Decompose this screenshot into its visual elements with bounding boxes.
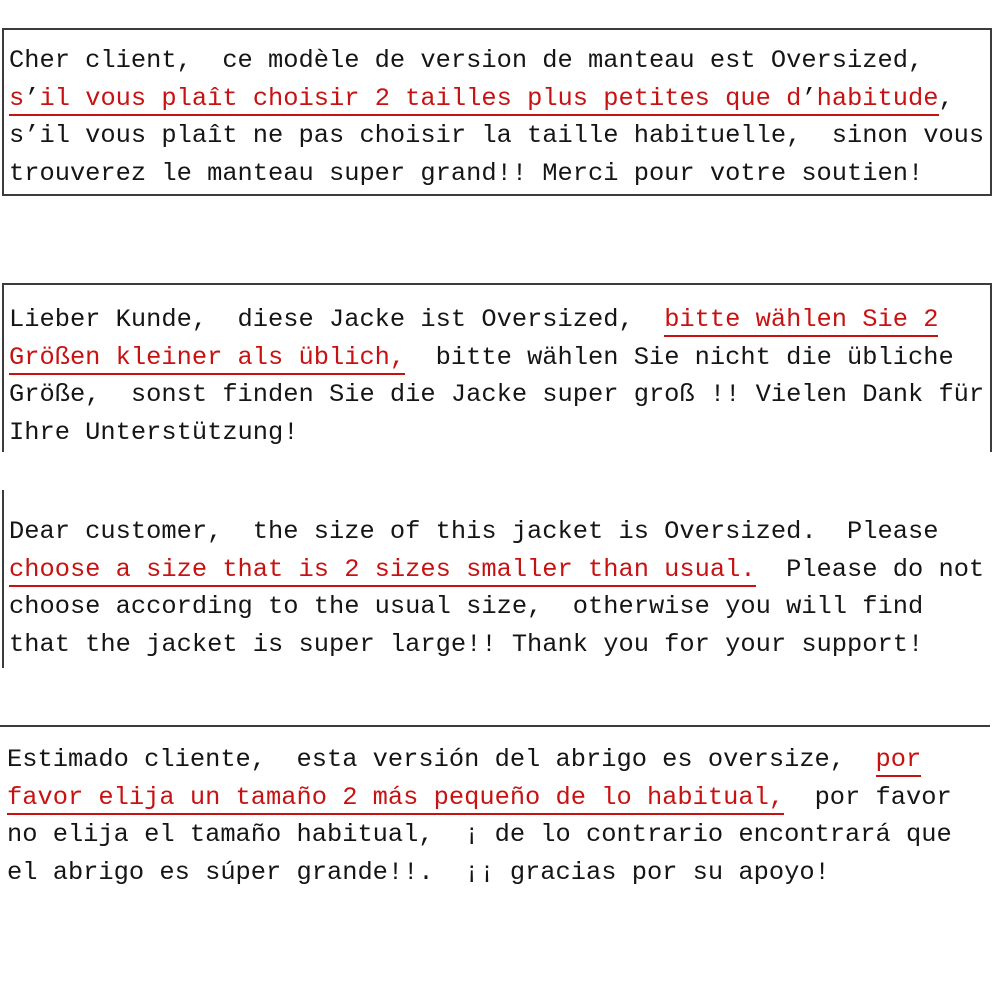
text-line [7,779,986,817]
text-line [9,376,986,414]
highlighted-text-segment: s [9,84,24,116]
text-segment: s’il vous plaît ne pas choisir la taille habituelle, sinon vous [9,121,985,150]
text-segment: Estimado cliente, esta versión del abrigo es oversize, [7,745,876,774]
text-segment: bitte wählen Sie nicht die übliche [405,342,954,372]
text-line [9,588,990,626]
text-segment: Lieber Kunde, diese Jacke ist Oversized, [9,305,665,334]
text-line [9,42,986,80]
text-segment: Cher client, ce modèle de version de manteau est Oversized, [9,46,924,75]
text-line [9,80,986,118]
highlighted-text-segment: por [876,745,922,777]
highlighted-text-segment: habitude [817,84,939,116]
text-line [9,513,990,551]
text-line [9,117,986,155]
text-segment: ’ [801,84,816,116]
text-segment: Dear customer, the size of this jacket is Oversized. Please [9,517,939,546]
notice-french [2,28,992,196]
text-segment: no elija el tamaño habitual, ¡ de lo contrario encontrará que [7,820,952,849]
text-line [7,854,986,892]
text-line [9,551,990,589]
text-segment: Please do not [755,554,985,584]
text-line [9,626,990,664]
text-segment: trouverez le manteau super grand!! Merci pour votre soutien! [9,158,924,188]
highlighted-text-segment: il vous plaît choisir 2 tailles plus petites que d [40,84,802,116]
text-segment: Ihre Unterstützung! [9,417,299,447]
notice-english [2,490,994,668]
text-line [9,301,986,339]
highlighted-text-segment: bitte wählen Sie 2 [664,305,938,337]
text-segment: por favor [784,782,952,812]
highlighted-text-segment: choose a size that is 2 sizes smaller than usual. [9,555,756,587]
text-segment: choose according to the usual size, otherwise you will find [9,592,924,621]
notice-german [2,283,992,452]
text-line [7,741,986,779]
text-segment: , [938,83,954,113]
text-line [9,339,986,377]
notice-spanish [0,725,990,910]
text-segment: ’ [24,84,39,116]
text-segment: el abrigo es súper grande!!. ¡¡ gracias por su apoyo! [7,857,830,887]
highlighted-text-segment: Größen kleiner als üblich, [9,343,405,375]
text-line [7,816,986,854]
text-segment: Größe, sonst finden Sie die Jacke super groß !! Vielen Dank für [9,380,985,409]
text-line [9,414,986,452]
text-line [9,155,986,193]
text-segment: that the jacket is super large!! Thank you for your support! [9,629,924,659]
highlighted-text-segment: favor elija un tamaño 2 más pequeño de lo habitual, [7,783,784,815]
